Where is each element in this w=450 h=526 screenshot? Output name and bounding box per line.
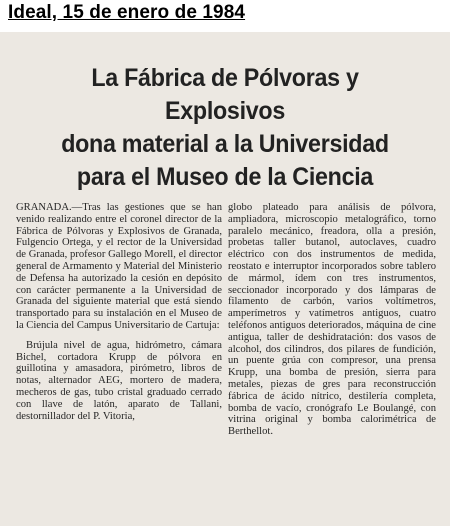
headline-line-2: dona material a la Universidad xyxy=(61,130,389,158)
headline-line-1: La Fábrica de Pólvoras y Explosivos xyxy=(91,64,359,125)
article-paragraph: GRANADA.—Tras las gestiones que se han venido realizando entre el coronel director de la Fábrica de Pólvoras y Explosivos de Granada, Fulgencio Ortega, y el rector de la Universidad de Granada, profesor Gallego Morell, el director general de Armamento y Material del Ministerio de Defensa ha autorizado la cesión en depósito con carácter permanente a la Universidad de Granada del siguiente material que está siendo transportado para su instalación en el Museo de la Ciencia del Campus Universitario de Cartuja: xyxy=(16,202,222,331)
article-headline xyxy=(32,62,417,194)
article-column-right xyxy=(228,202,436,446)
article-paragraph: Brújula nivel de agua, hidrómetro, cámara Bichel, cortadora Krupp de pólvora en guillotina y amasadora, pirómetro, libros de notas, alternador AEG, mortero de madera, mecheros de gas, tubo cristal graduado cerrado con llave de latón, aparato de Tallani, destornillador del P. Vitoria, xyxy=(16,339,222,422)
headline-line-3: para el Museo de la Ciencia xyxy=(76,163,374,191)
article-paragraph: globo plateado para análisis de pólvora, ampliadora, microscopio metalográfico, torno paralelo mecánico, freadora, olla a presión, probetas taller butanol, autoclaves, cuadro eléctrico con dos instrumentos de medida, reostato e interruptor incorporados sobre tablero de mármol, ídem con tres instrumentos, seccionador incorporado y dos lámparas de filamento de carbón, varios voltímetros, amperímetros y vatímetros antiguos, cuatro teléfonos antiguos deteriorados, máquina de cine antigua, taller de deshidratación: dos vasos de alcohol, dos cilindros, dos pilares de fundición, un puente grúa con compresor, una prensa Krupp, una bomba de presión, sierra para metales, piezas de gres para reconstrucción fábrica de ácido nítrico, destilería completa, bomba de vacío, cronógrafo Le Boulangé, con vitrina original y bomba calorimétrica de Berthellot. xyxy=(228,202,436,438)
image-caption: Ideal, 15 de enero de 1984 xyxy=(8,2,246,23)
article-column-left xyxy=(16,202,222,430)
